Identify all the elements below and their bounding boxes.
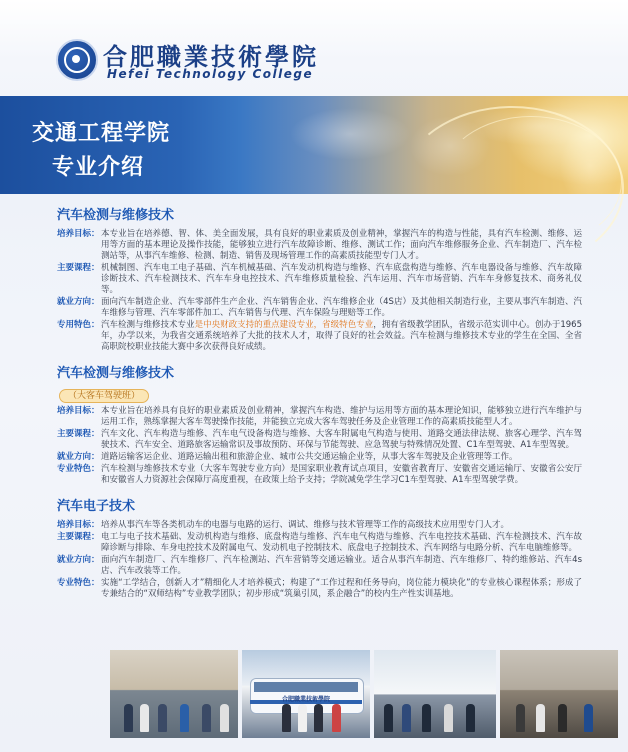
row-text: 实施“工学结合，创新人才”精细化人才培养模式；构建了“工作过程和任务导向，岗位能力模块化”的专业核心课程体系；形成了专兼结合的“双师结构”专业教学团队；初步形成“筑巢引凤，系企融合”的校内生产性实训基地。 [101, 578, 582, 599]
row-text-pre: 汽车检测与维修技术专业 [101, 320, 195, 330]
row-label: 主要课程： [57, 532, 100, 542]
section-title: 汽车检测与维修技术 [57, 208, 175, 223]
program-row [57, 406, 582, 428]
program-section [57, 495, 582, 600]
row-text: 汽车检测与维修技术专业（大客车驾驶专业方向）是国家职业教育试点项目，安徽省教育厅、安徽省交通运输厅、安徽省公安厅和安徽省人力资源社会保障厅高度重视，在政策上给予支持；学院减免学生学习C1车型驾驶、A1车型驾驶学费。 [101, 464, 582, 485]
row-text: 电工与电子技术基础、发动机构造与维修、底盘构造与维修、汽车电气构造与维修、汽车电控技术基础、汽车检测技术、汽车故障诊断与排除、车身电控技术及附属电气、发动机电子控制技术、底盘电子控制技术、汽车网络与电路分析、汽车电脑维修等。 [101, 532, 582, 553]
school-logo-icon [56, 39, 98, 81]
row-text: 培养从事汽车等各类机动车的电器与电路的运行、调试、维修与技术管理等工作的高级技术应用型专门人才。 [101, 520, 510, 530]
program-row [57, 263, 582, 296]
row-text-post: ，拥有省级教学团队，省级示范实训中心。创办于1965年，办学以来，为我省交通系统培养了大批的技术人才，取得了良好的社会效益。汽车检测与维修技术专业的学生在全国、全省高职院校职业技能大赛中多次获得良好成绩。 [101, 320, 582, 352]
program-row [57, 297, 582, 319]
header [0, 0, 628, 96]
row-text: 机械制图、汽车电工电子基础、汽车机械基础、汽车发动机构造与维修、汽车底盘构造与维修、汽车电器设备与维修、汽车故障诊断技术、汽车检测技术、汽车车身电控技术、汽车维修质量检验、汽车运用、汽车市场营销、汽车车身修复技术、商务礼仪等。 [101, 263, 582, 295]
row-text: 汽车文化、汽车构造与维修、汽车电气设备构造与维修、大客车附属电气构造与使用、道路交通法律法规、旅客心理学、汽车驾驶技术、汽车安全、道路旅客运输常识及事故预防、环保与节能驾驶、应急驾驶与特殊情况处置、C1车型驾驶、A1车型驾驶。 [101, 429, 582, 450]
banner-title: 交通工程学院 [32, 121, 171, 146]
row-text-rich [101, 320, 582, 353]
title-banner [0, 96, 628, 194]
program-row [57, 429, 582, 451]
row-label: 就业方向： [57, 297, 100, 307]
row-label: 培养目标： [57, 229, 100, 239]
row-text: 道路运输客运企业、道路运输出租和旅游企业、城市公共交通运输企业等，从事大客车驾驶及企业管理等工作。 [101, 452, 518, 462]
row-label: 就业方向： [57, 555, 100, 565]
engine-lab-photo [500, 650, 618, 738]
row-label: 专用特色： [57, 320, 100, 330]
program-row [57, 464, 582, 486]
bus-training-photo [242, 650, 370, 738]
section-tag: （大客车驾驶班） [59, 389, 149, 403]
row-label: 主要课程： [57, 429, 100, 439]
workshop-photo [110, 650, 238, 738]
program-row [57, 520, 582, 531]
row-label: 专业特色： [57, 578, 100, 588]
row-text: 面向汽车制造厂、汽车维修厂、汽车检测站、汽车营销等交通运输业。适合从事汽车制造、汽车维修厂、特约维修站、汽车4s店、汽车改装等工作。 [101, 555, 582, 576]
program-row [57, 532, 582, 554]
school-name-chinese: 合肥職業技術學院 [103, 42, 319, 71]
school-name-english: Hefei Technology College [107, 67, 314, 81]
row-label: 主要课程： [57, 263, 100, 273]
section-title: 汽车电子技术 [57, 499, 136, 514]
row-label: 就业方向： [57, 452, 100, 462]
row-label: 培养目标： [57, 520, 100, 530]
photo-strip [110, 650, 618, 740]
program-section [57, 204, 582, 353]
row-label: 培养目标： [57, 406, 100, 416]
program-row [57, 555, 582, 577]
program-row [57, 578, 582, 600]
bus-school-label: 合肥職業技術學院 [281, 696, 330, 703]
highlight-text: 是中央财政支持的重点建设专业，省级特色专业 [194, 320, 374, 330]
row-label: 专业特色： [57, 464, 100, 474]
classroom-photo [374, 650, 496, 738]
row-text: 本专业旨在培养具有良好的职业素质及创业精神，掌握汽车构造、维护与运用等方面的基本理论知识，能够独立进行汽车维护与运用工作，熟练掌握大客车驾驶操作技能，并能独立完成大客车驾驶任务及企业管理工作的高素质技能型人才。 [101, 406, 582, 427]
section-title: 汽车检测与维修技术 [57, 366, 175, 381]
program-section [57, 362, 582, 486]
banner-subtitle: 专业介绍 [52, 155, 145, 180]
program-row [57, 320, 582, 353]
program-row [57, 452, 582, 463]
program-row [57, 229, 582, 262]
row-text: 本专业旨在培养德、智、体、美全面发展，具有良好的职业素质及创业精神，掌握汽车的构造与性能，具有汽车检测、维修、运用等方面的基本理论及操作技能，能够独立进行汽车故障诊断、维修、测试工作；面向汽车维修服务企业、汽车制造厂、汽车检测站等，从事汽车维修、检测、制造、销售及现场管理工作的高素质技能型专门人才。 [101, 229, 582, 261]
row-text: 面向汽车制造企业、汽车零部件生产企业、汽车销售企业、汽车维修企业（4S店）及其他相关制造行业，主要从事汽车制造、汽车维修与管理、汽车零部件加工、汽车销售与代理、汽车保险与理赔等工作。 [101, 297, 582, 318]
program-list [57, 204, 582, 609]
